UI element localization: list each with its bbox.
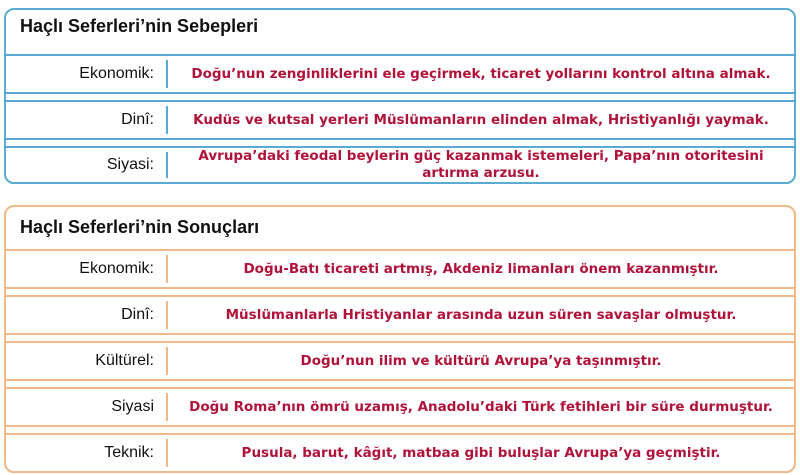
row-label: Kültürel: — [95, 352, 154, 369]
row-text: Doğu’nun zenginliklerini ele geçirmek, ticaret yollarını kontrol altına almak. — [191, 65, 771, 82]
cause-row-economic — [4, 54, 796, 94]
row-text: Pusula, barut, kâğıt, matbaa gibi buluşlar Avrupa’ya geçmiştir. — [241, 444, 721, 461]
result-row-political — [4, 387, 796, 427]
cause-row-political — [4, 146, 796, 184]
row-label: Ekonomik: — [79, 260, 154, 277]
row-text: Kudüs ve kutsal yerleri Müslümanların elinden almak, Hristiyanlığı yaymak. — [193, 111, 769, 128]
cause-row-religious — [4, 100, 796, 140]
row-text: Avrupa’daki feodal beylerin güç kazanmak istemeleri, Papa’nın otoritesini artırma arzusu. — [198, 148, 764, 181]
result-row-technical — [4, 433, 796, 473]
row-text: Müslümanlarla Hristiyanlar arasında uzun süren savaşlar olmuştur. — [225, 306, 737, 323]
row-text: Doğu Roma’nın ömrü uzamış, Anadolu’daki Türk fetihleri bir süre durmuştur. — [189, 398, 773, 415]
row-label: Siyasi: — [106, 156, 154, 173]
row-label: Teknik: — [104, 444, 154, 461]
row-label: Ekonomik: — [79, 65, 154, 82]
row-label: Dinî: — [121, 111, 154, 128]
row-text: Doğu’nun ilim ve kültürü Avrupa’ya taşınmıştır. — [300, 352, 662, 369]
row-label: Dinî: — [121, 306, 154, 323]
row-text: Doğu-Batı ticareti artmış, Akdeniz limanları önem kazanmıştır. — [243, 260, 719, 277]
result-row-economic — [4, 249, 796, 289]
row-label: Siyasi — [111, 398, 154, 415]
causes-title: Haçlı Seferleri’nin Sebepleri — [20, 16, 259, 36]
result-row-religious — [4, 295, 796, 335]
results-section — [4, 205, 796, 473]
causes-section — [4, 8, 796, 184]
result-row-cultural — [4, 341, 796, 381]
results-title: Haçlı Seferleri’nin Sonuçları — [20, 217, 260, 237]
